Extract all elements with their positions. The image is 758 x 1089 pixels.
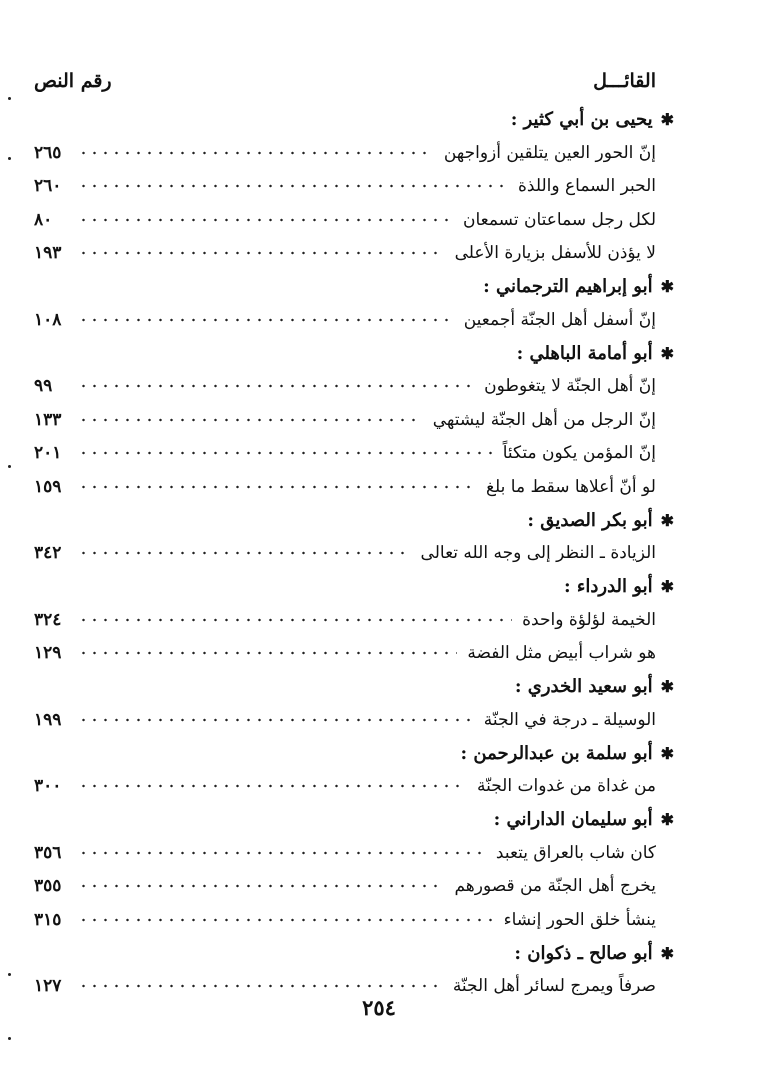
speaker-name: أبو الدرداء :: [564, 576, 653, 597]
speaker-heading: [34, 504, 674, 537]
speaker-heading: [34, 570, 674, 603]
index-entry: [34, 836, 656, 870]
dot-leader: [78, 483, 476, 491]
asterisk-bullet-icon: ✱: [660, 510, 674, 530]
speaker-column-heading: القائـــل: [593, 70, 656, 92]
entry-text-number: ١٥٩: [34, 476, 62, 497]
entry-text: صرفاً ويمرج لسائر أهل الجنّة: [452, 976, 656, 997]
speaker-heading: [34, 103, 674, 136]
entry-text: لو أنّ أعلاها سقط ما بلغ: [485, 476, 656, 497]
asterisk-bullet-icon: ✱: [660, 810, 674, 829]
speaker-name: يحيى بن أبي كثير :: [510, 109, 653, 130]
entry-text-number: ١٩٣: [34, 243, 62, 264]
entry-text: كان شاب بالعراق يتعبد: [495, 842, 656, 863]
index-entry: [34, 437, 656, 471]
entry-text-number: ١٢٩: [34, 643, 62, 664]
dot-leader: [78, 549, 411, 557]
entry-text: هو شراب أبيض مثل الفضة: [467, 643, 656, 664]
index-entry: [34, 136, 656, 170]
entry-text: إنّ أسفل أهل الجنّة أجمعين: [463, 309, 656, 330]
dot-leader: [78, 849, 486, 857]
dot-leader: [78, 416, 423, 424]
entry-text: إنّ الرجل من أهل الجنّة ليشتهي: [432, 409, 656, 430]
entry-text: إنّ أهل الجنّة لا يتغوطون: [484, 376, 656, 397]
index-entry: [34, 203, 656, 237]
dot-leader: [78, 382, 474, 390]
dot-leader: [78, 316, 454, 324]
entry-text: الخيمة لؤلؤة واحدة: [522, 609, 656, 630]
asterisk-bullet-icon: ✱: [660, 110, 674, 129]
index-entry: [34, 870, 656, 904]
entry-text-number: ١٩٩: [34, 709, 62, 730]
speaker-name: أبو صالح ـ ذكوان :: [514, 942, 653, 964]
speaker-name: أبو سلمة بن عبدالرحمن :: [460, 742, 653, 764]
text-number-column-heading: رقم النص: [34, 70, 112, 92]
index-entry: [34, 170, 656, 204]
entry-text-number: ٢٠١: [34, 443, 62, 464]
entry-text-number: ١٢٧: [34, 976, 62, 997]
scan-speck: [8, 1037, 11, 1040]
entry-text-number: ٣٠٠: [34, 776, 62, 797]
speaker-heading: [34, 937, 674, 970]
speaker-name: أبو إبراهيم الترجماني :: [483, 276, 653, 297]
scan-speck: [8, 157, 11, 160]
speaker-heading: [34, 670, 674, 703]
dot-leader: [78, 716, 474, 724]
index-entry: [34, 470, 656, 504]
entry-text: لا يؤذن للأسفل بزيارة الأعلى: [454, 243, 656, 264]
index-entry: [34, 903, 656, 937]
index-entry: [34, 703, 656, 737]
index-header: [34, 66, 656, 96]
speaker-name: أبو سعيد الخدري :: [514, 676, 653, 697]
index-entry: [34, 237, 656, 271]
index-entry: [34, 303, 656, 337]
entry-text-number: ١٠٨: [34, 309, 62, 330]
dot-leader: [78, 782, 467, 790]
entry-text: من غداة من غدوات الجنّة: [476, 776, 656, 797]
speaker-heading: [34, 803, 674, 836]
dot-leader: [78, 649, 457, 657]
dot-leader: [78, 216, 453, 224]
page-number: ٢٥٤: [362, 995, 396, 1020]
entry-text-number: ٣٢٤: [34, 609, 62, 630]
entry-text: الوسيلة ـ درجة في الجنّة: [483, 709, 656, 730]
index-entry: [34, 370, 656, 404]
dot-leader: [78, 149, 434, 157]
entry-text-number: ٢٦٠: [34, 176, 62, 197]
dot-leader: [78, 249, 445, 257]
dot-leader: [78, 182, 508, 190]
speaker-name: أبو سليمان الداراني :: [493, 809, 653, 830]
index-entry: [34, 403, 656, 437]
entry-text: لكل رجل سماعتان تسمعان: [462, 209, 656, 230]
entry-text: إنّ المؤمن يكون متكئاً: [502, 443, 656, 464]
dot-leader: [78, 982, 443, 990]
entry-text-number: ٢٦٥: [34, 142, 62, 163]
entry-text: يخرج أهل الجنّة من قصورهم: [454, 876, 656, 897]
index-list: [34, 103, 674, 1003]
index-entry: [34, 637, 656, 671]
speaker-heading: [34, 337, 674, 370]
entry-text-number: ٨٠: [34, 209, 53, 230]
asterisk-bullet-icon: ✱: [660, 677, 674, 696]
scan-speck: [8, 97, 11, 100]
entry-text: الحبر السماع واللذة: [518, 176, 656, 197]
asterisk-bullet-icon: ✱: [660, 743, 674, 763]
entry-text-number: ٣١٥: [34, 909, 62, 930]
scan-speck: [8, 973, 11, 976]
entry-text-number: ٣٥٥: [34, 876, 62, 897]
speaker-heading: [34, 270, 674, 303]
asterisk-bullet-icon: ✱: [660, 943, 674, 963]
dot-leader: [78, 616, 512, 624]
entry-text-number: ٣٥٦: [34, 842, 62, 863]
entry-text: الزيادة ـ النظر إلى وجه الله تعالى: [420, 543, 656, 564]
index-entry: [34, 603, 656, 637]
entry-text-number: ١٣٣: [34, 409, 62, 430]
index-entry: [34, 537, 656, 571]
dot-leader: [78, 916, 494, 924]
entry-text-number: ٩٩: [34, 376, 53, 397]
scan-speck: [8, 465, 11, 468]
entry-text: إنّ الحور العين يتلقين أزواجهن: [443, 142, 656, 163]
asterisk-bullet-icon: ✱: [660, 343, 674, 363]
dot-leader: [78, 882, 444, 890]
speaker-name: أبو أمامة الباهلي :: [516, 342, 653, 364]
speaker-heading: [34, 737, 674, 770]
asterisk-bullet-icon: ✱: [660, 577, 674, 596]
entry-text: ينشأ خلق الحور إنشاء: [503, 909, 656, 930]
asterisk-bullet-icon: ✱: [660, 277, 674, 296]
index-entry: [34, 770, 656, 804]
dot-leader: [78, 449, 493, 457]
entry-text-number: ٣٤٢: [34, 543, 62, 564]
speaker-name: أبو بكر الصديق :: [527, 509, 653, 531]
